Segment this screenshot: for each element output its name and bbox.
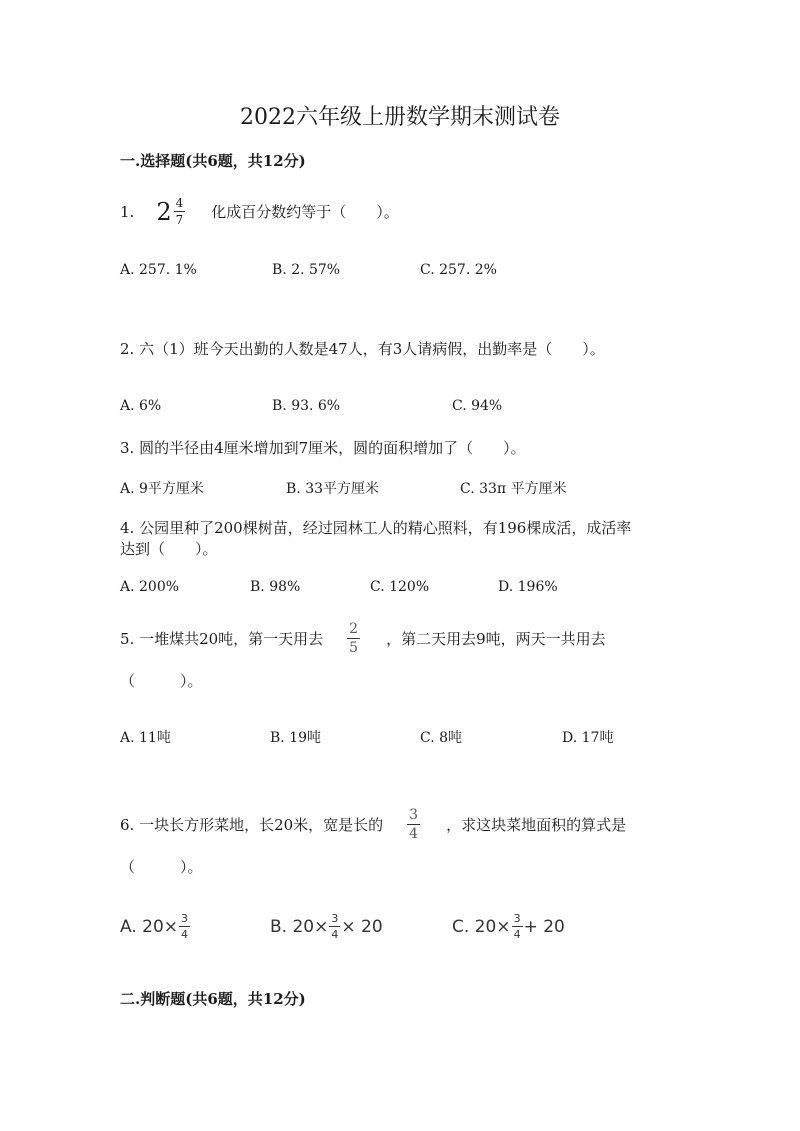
- option-b: B. 2. 57%: [272, 262, 341, 278]
- question-4-line-2: 达到（ ）。: [120, 540, 218, 558]
- question-3: 3. 圆的半径由4厘米增加到7厘米，圆的面积增加了（ ）。: [120, 439, 526, 457]
- option-a: A. 11吨: [120, 730, 171, 746]
- question-text: ，求这块菜地面积的算式是: [446, 816, 627, 834]
- option-a: A. 6%: [120, 398, 162, 414]
- option-a: A. 200%: [120, 579, 180, 595]
- section-heading-choice: 一.选择题(共6题，共12分): [120, 152, 306, 170]
- question-5-line-2: （ ）。: [120, 672, 203, 690]
- question-5-line-1: [120, 622, 606, 655]
- question-text: ，第二天用去9吨，两天一共用去: [386, 630, 606, 648]
- option-c: C. 257. 2%: [420, 262, 497, 278]
- question-2: 2. 六（1）班今天出勤的人数是47人，有3人请病假，出勤率是（ ）。: [120, 340, 605, 358]
- option-c: C. 8吨: [420, 730, 463, 746]
- option-a: A. 257. 1%: [120, 262, 197, 278]
- section-heading-judgment: 二.判断题(共6题，共12分): [120, 990, 306, 1008]
- question-text: 化成百分数约等于（ ）。: [211, 203, 399, 221]
- fraction: $\frac{4}{7}$: [175, 196, 184, 227]
- option-d: D. 17吨: [562, 730, 614, 746]
- mixed-number: [156, 197, 185, 226]
- fraction: $\frac{2}{5}$: [349, 621, 359, 656]
- option-b: B. 93. 6%: [272, 398, 341, 414]
- question-1: [120, 197, 399, 226]
- fraction: $\frac{3}{4}$: [409, 807, 419, 842]
- option-c: C. 33π 平方厘米: [460, 481, 567, 497]
- option-a: A. 9平方厘米: [120, 481, 204, 497]
- question-6-line-2: （ ）。: [120, 858, 203, 876]
- option-d: D. 196%: [498, 579, 558, 595]
- option-c: C. 120%: [370, 579, 430, 595]
- question-text: 5. 一堆煤共20吨，第一天用去: [120, 630, 324, 648]
- whole-part: 2: [156, 197, 172, 226]
- question-number: 1.: [120, 202, 135, 221]
- option-b: B. 20× $\frac{3}{4}$ × 20: [270, 912, 383, 941]
- page-title: 2022六年级上册数学期末测试卷: [240, 105, 560, 130]
- option-b: B. 33平方厘米: [286, 481, 380, 497]
- option-a: A. 20× $\frac{3}{4}$: [120, 912, 189, 941]
- option-b: B. 19吨: [270, 730, 322, 746]
- option-c: C. 94%: [452, 398, 503, 414]
- option-b: B. 98%: [250, 579, 301, 595]
- fraction: $\frac{3}{4}$: [331, 912, 339, 941]
- fraction: $\frac{3}{4}$: [181, 912, 189, 941]
- option-c: C. 20× $\frac{3}{4}$ + 20: [452, 912, 565, 941]
- question-text: 6. 一块长方形菜地，长20米，宽是长的: [120, 816, 384, 834]
- fraction: $\frac{3}{4}$: [513, 912, 521, 941]
- question-4-line-1: 4. 公园里种了200棵树苗，经过园林工人的精心照料，有196棵成活，成活率: [120, 519, 632, 537]
- question-6-line-1: [120, 808, 626, 841]
